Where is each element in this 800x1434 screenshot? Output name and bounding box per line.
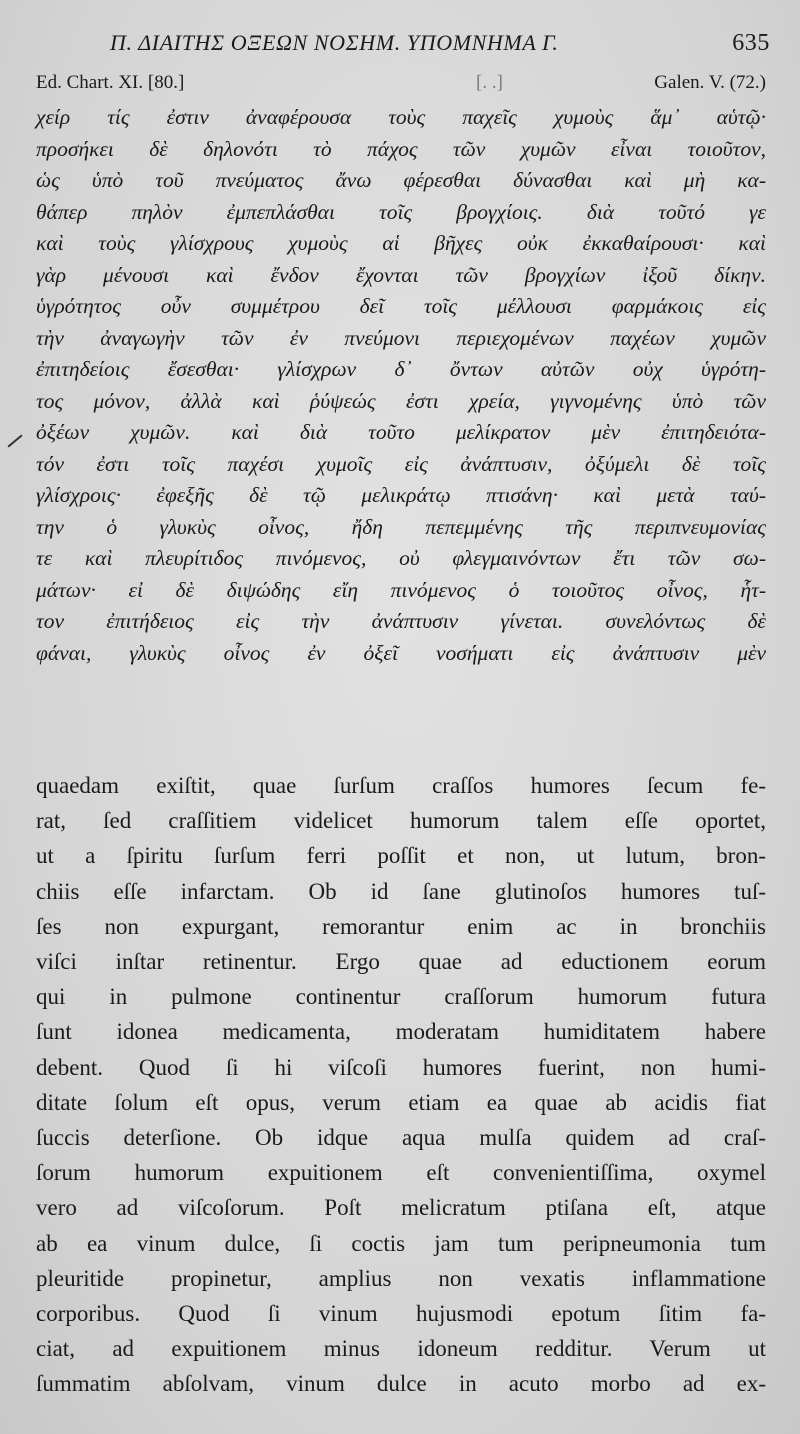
latin-text-line: ab ea vinum dulce, ſi coctis jam tum peripneumonia tum <box>36 1230 766 1256</box>
latin-text-line: chiis eſſe infarctam. Ob id ſane glutinoſos humores tuſ- <box>36 878 766 904</box>
galen-reference: Galen. V. (72.) <box>654 72 766 93</box>
latin-text-line: rat, ſed craſſitiem videlicet humorum talem eſſe oportet, <box>36 808 766 834</box>
running-header <box>110 30 770 64</box>
page-number: 635 <box>732 30 770 56</box>
greek-text-line: μάτων· εἰ δὲ διψώδης εἴη πινόμενος ὁ τοιοῦτος οἶνος, ἧτ- <box>36 577 766 602</box>
latin-text-line: ut a ſpiritu ſurſum ferri poſſit et non, ut lutum, bron- <box>36 843 766 869</box>
greek-text-line: τον ἐπιτήδειος εἰς τὴν ἀνάπτυσιν γίνεται. συνελόντως δὲ <box>36 609 766 633</box>
latin-text-line: vero ad viſcoſorum. Poſt melicratum ptiſana eſt, atque <box>36 1195 766 1221</box>
greek-text-line: την ὁ γλυκὺς οἶνος, ἤδη πεπεμμένης τῆς περιπνευμονίας <box>36 514 766 539</box>
faint-bracket-reference: [. .] <box>476 72 503 93</box>
latin-text-line: ſunt idonea medicamenta, moderatam humiditatem habere <box>36 1019 766 1045</box>
greek-text-line: ὡς ὑπὸ τοῦ πνεύματος ἄνω φέρεσθαι δύνασθαι καὶ μὴ κα- <box>36 168 766 192</box>
latin-text-line: debent. Quod ſi hi viſcoſi humores fuerint, non humi- <box>36 1054 766 1080</box>
latin-text-line: ſummatim abſolvam, vinum dulce in acuto morbo ad ex- <box>36 1371 766 1397</box>
greek-text-line: τος μόνον, ἀλλὰ καὶ ῥύψεώς ἐστι χρεία, γιγνομένης ὑπὸ τῶν <box>36 388 766 413</box>
latin-text-line: quaedam exiſtit, quae ſurſum craſſos humores ſecum fe- <box>36 773 766 798</box>
greek-text-line: ὀξέων χυμῶν. καὶ διὰ τοῦτο μελίκρατον μὲν ἐπιτηδειότα- <box>36 420 766 444</box>
greek-text-line: τόν ἐστι τοῖς παχέσι χυμοῖς εἰς ἀνάπτυσιν, ὀξύμελι δὲ τοῖς <box>36 451 766 476</box>
greek-text-line: ὑγρότητος οὖν συμμέτρου δεῖ τοῖς μέλλουσι φαρμάκοις εἰς <box>36 294 766 318</box>
greek-text-line: τε καὶ πλευρίτιδος πινόμενος, οὐ φλεγμαινόντων ἔτι τῶν σω- <box>36 546 766 570</box>
margin-mark <box>7 434 22 447</box>
latin-text-line: ſuccis deterſione. Ob idque aqua mulſa quidem ad craſ- <box>36 1125 766 1151</box>
running-title: Π. ΔΙΑΙΤΗΣ ΟΞΕΩΝ ΝΟΣΗΜ. ΥΠΟΜΝΗΜΑ Γ. <box>110 30 559 55</box>
greek-text-line: τὴν ἀναγωγὴν τῶν ἐν πνεύμονι περιεχομένων παχέων χυμῶν <box>36 325 766 350</box>
latin-text-line: pleuritide propinetur, amplius non vexatis inflammatione <box>36 1265 766 1291</box>
latin-text-line: qui in pulmone continentur craſſorum humorum futura <box>36 984 766 1010</box>
greek-text-line: ἐπιτηδείοις ἔσεσθαι· γλίσχρων δ᾽ ὄντων αὐτῶν οὐχ ὑγρότη- <box>36 357 766 381</box>
latin-text-line: corporibus. Quod ſi vinum hujusmodi epotum ſitim fa- <box>36 1301 766 1327</box>
chartier-reference: Ed. Chart. XI. [80.] <box>36 72 185 93</box>
latin-text-line: ciat, ad expuitionem minus idoneum redditur. Verum ut <box>36 1336 766 1362</box>
latin-text-line: ſorum humorum expuitionem eſt convenientiſſima, oxymel <box>36 1160 766 1186</box>
greek-text-line: γὰρ μένουσι καὶ ἔνδον ἔχονται τῶν βρογχίων ἰξοῦ δίκην. <box>36 262 766 287</box>
latin-text-block <box>36 768 766 1402</box>
greek-text-line: θάπερ πηλὸν ἐμπεπλάσθαι τοῖς βρογχίοις. διὰ τοῦτό γε <box>36 199 766 224</box>
latin-text-line: viſci inſtar retinentur. Ergo quae ad eductionem eorum <box>36 949 766 975</box>
edition-reference-line <box>36 72 766 98</box>
greek-text-line: φάναι, γλυκὺς οἶνος ἐν ὀξεῖ νοσήματι εἰς ἀνάπτυσιν μὲν <box>36 640 766 665</box>
latin-text-line: ſes non expurgant, remorantur enim ac in bronchiis <box>36 913 766 939</box>
greek-text-block <box>36 102 766 669</box>
greek-text-line: χείρ τίς ἐστιν ἀναφέρουσα τοὺς παχεῖς χυμοὺς ἅμ᾽ αὑτῷ· <box>36 105 766 129</box>
greek-text-line: γλίσχροις· ἐφεξῆς δὲ τῷ μελικράτῳ πτισάνη· καὶ μετὰ ταύ- <box>36 483 766 507</box>
latin-text-line: ditate ſolum eſt opus, verum etiam ea quae ab acidis fiat <box>36 1089 766 1115</box>
greek-text-line: καὶ τοὺς γλίσχρους χυμοὺς αἱ βῆχες οὐκ ἐκκαθαίρουσι· καὶ <box>36 231 766 255</box>
greek-text-line: προσήκει δὲ δηλονότι τὸ πάχος τῶν χυμῶν εἶναι τοιοῦτον, <box>36 136 766 161</box>
